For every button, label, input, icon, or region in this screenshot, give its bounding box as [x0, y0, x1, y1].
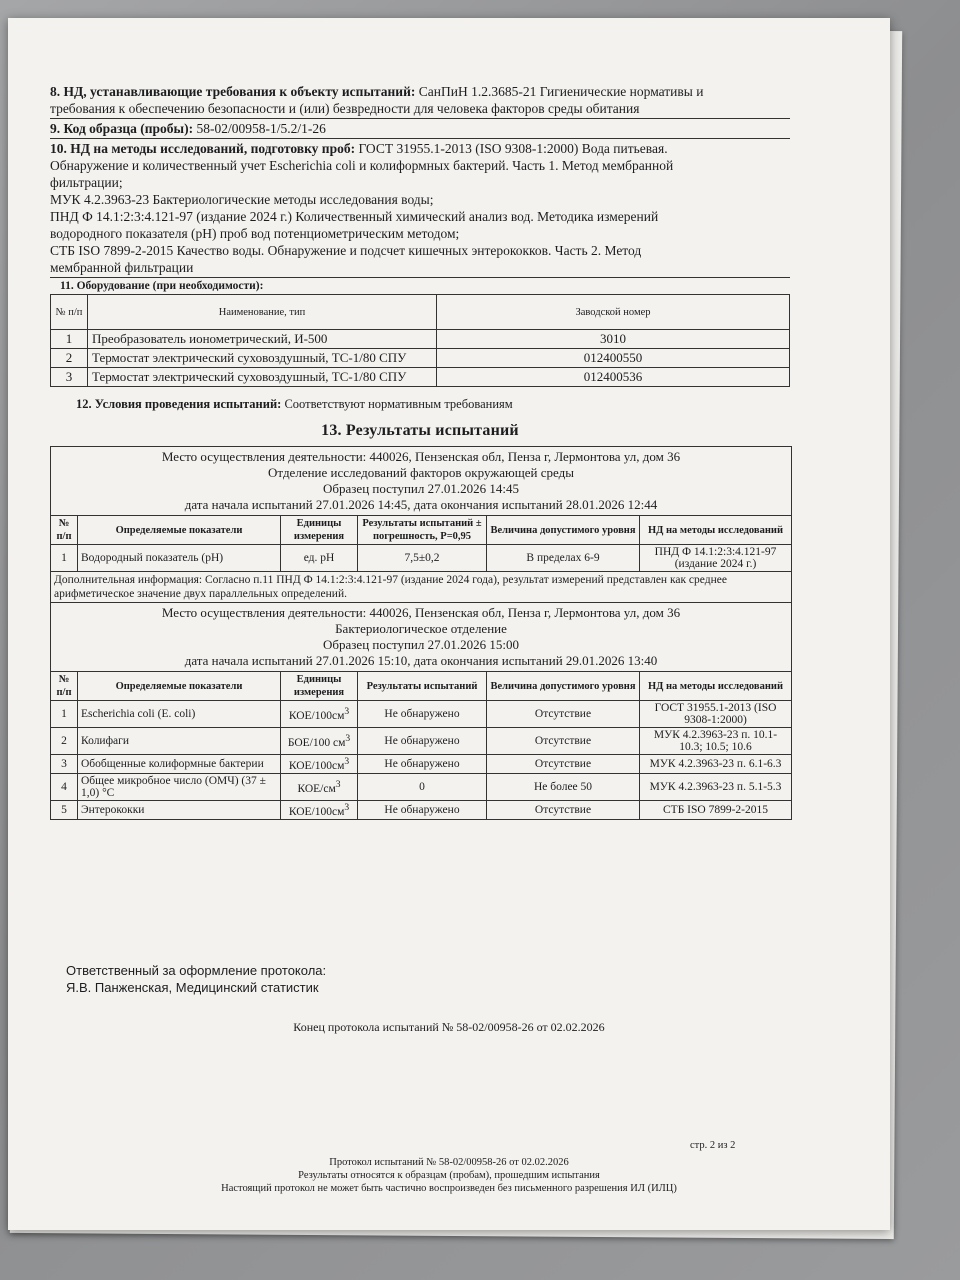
- col-method: НД на методы исследований: [640, 672, 792, 701]
- section-12-value: Соответствуют нормативным требованиям: [281, 397, 513, 411]
- section-9: [50, 119, 790, 139]
- equipment-number: 3: [51, 368, 88, 387]
- col-method: НД на методы исследований: [640, 516, 792, 545]
- table-row: [51, 728, 792, 755]
- protocol-page: [8, 18, 890, 1230]
- equipment-name: Преобразователь ионометрический, И-500: [88, 330, 437, 349]
- table-row: [51, 701, 792, 728]
- limit-value: Отсутствие: [487, 728, 640, 755]
- section-10-line: ГОСТ 31955.1-2013 (ISO 9308-1:2000) Вода питьевая.: [355, 141, 668, 156]
- col-number: № п/п: [51, 672, 78, 701]
- row-number: 2: [51, 728, 78, 755]
- section-10-line: Обнаружение и количественный учет Escherichia coli и колиформных бактерий. Часть 1. Метод мембранной: [50, 158, 674, 173]
- parameter-name: Энтерококки: [78, 800, 281, 819]
- page-number: стр. 2 из 2: [690, 1140, 736, 1151]
- limit-value: Отсутствие: [487, 701, 640, 728]
- results-header-row: [51, 516, 792, 545]
- responsible-name: Я.В. Панженская, Медицинский статистик: [66, 980, 319, 995]
- section-10-line: МУК 4.2.3963-23 Бактериологические методы исследования воды;: [50, 192, 434, 207]
- table-row: [51, 755, 792, 774]
- col-parameter: Определяемые показатели: [78, 672, 281, 701]
- table-row: [51, 368, 790, 387]
- col-unit: Единицы измерения: [281, 672, 358, 701]
- equipment-number: 1: [51, 330, 88, 349]
- section-12: [76, 397, 790, 412]
- department-name: Бактериологическое отделение: [335, 621, 507, 636]
- footer-line: Результаты относятся к образцам (пробам), прошедшим испытания: [298, 1170, 600, 1181]
- equipment-col-number: № п/п: [51, 295, 88, 330]
- unit: КОЕ/$100см^3$: [281, 755, 358, 774]
- limit-value: Отсутствие: [487, 755, 640, 774]
- unit: КОЕ/$см^3$: [281, 773, 358, 800]
- equipment-col-serial: Заводской номер: [437, 295, 790, 330]
- parameter-name: Колифаги: [78, 728, 281, 755]
- section-8-label: 8. НД, устанавливающие требования к объекту испытаний:: [50, 84, 416, 99]
- row-number: 1: [51, 545, 78, 572]
- section-9-label: 9. Код образца (пробы):: [50, 121, 194, 136]
- equipment-serial: 012400536: [437, 368, 790, 387]
- sample-received: Образец поступил 27.01.2026 15:00: [323, 637, 519, 652]
- col-limit: Величина допустимого уровня: [487, 672, 640, 701]
- test-dates: дата начала испытаний 27.01.2026 14:45, дата окончания испытаний 28.01.2026 12:44: [184, 497, 658, 512]
- equipment-name: Термостат электрический суховоздушный, ТС-1/80 СПУ: [88, 368, 437, 387]
- page-footer: [8, 1156, 890, 1195]
- section-8-value-cont: требования к обеспечению безопасности и (или) безвредности для человека факторов среды обитания: [50, 101, 640, 116]
- row-number: 4: [51, 773, 78, 800]
- section-12-label: 12. Условия проведения испытаний:: [76, 397, 282, 411]
- result-value: 0: [358, 773, 487, 800]
- equipment-number: 2: [51, 349, 88, 368]
- section-10-line: СТБ ISO 7899-2-2015 Качество воды. Обнаружение и подсчет кишечных энтерококков. Часть 2. Метод: [50, 243, 642, 258]
- sample-code: 58-02/00958-1/5.2/1-26: [193, 121, 326, 136]
- method-reference: ПНД Ф 14.1:2:3:4.121-97 (издание 2024 г.): [640, 545, 792, 572]
- sample-received: Образец поступил 27.01.2026 14:45: [323, 481, 519, 496]
- responsible-person: [66, 962, 326, 996]
- result-value: Не обнаружено: [358, 728, 487, 755]
- equipment-serial: 3010: [437, 330, 790, 349]
- method-reference: МУК 4.2.3963-23 п. 5.1-5.3: [640, 773, 792, 800]
- col-limit: Величина допустимого уровня: [487, 516, 640, 545]
- equipment-col-name: Наименование, тип: [88, 295, 437, 330]
- col-result: Результаты испытаний ± погрешность, Р=0,95: [358, 516, 487, 545]
- test-dates: дата начала испытаний 27.01.2026 15:10, дата окончания испытаний 29.01.2026 13:40: [184, 653, 658, 668]
- method-reference: МУК 4.2.3963-23 п. 10.1-10.3; 10.5; 10.6: [640, 728, 792, 755]
- method-reference: МУК 4.2.3963-23 п. 6.1-6.3: [640, 755, 792, 774]
- section-10-line: водородного показателя (pH) проб вод потенциометрическим методом;: [50, 226, 460, 241]
- section-11-label: 11. Оборудование (при необходимости):: [60, 280, 264, 292]
- protocol-end-note: Конец протокола испытаний № 58-02/00958-26 от 02.02.2026: [293, 1020, 605, 1034]
- col-number: № п/п: [51, 516, 78, 545]
- col-unit: Единицы измерения: [281, 516, 358, 545]
- result-value: Не обнаружено: [358, 755, 487, 774]
- section-10-line: мембранной фильтрации: [50, 260, 194, 275]
- table-row: [51, 800, 792, 819]
- section-8-value: СанПиН 1.2.3685-21 Гигиенические нормативы и: [415, 84, 704, 99]
- table-row: [51, 545, 792, 572]
- results-header-block-2: [51, 603, 792, 672]
- col-result: Результаты испытаний: [358, 672, 487, 701]
- section-8: [50, 82, 790, 119]
- results-header-block-1: [51, 447, 792, 516]
- section-10: [50, 139, 790, 278]
- responsible-label: Ответственный за оформление протокола:: [66, 963, 327, 978]
- table-row: [51, 773, 792, 800]
- additional-info: Дополнительная информация: Согласно п.11 ПНД Ф 14.1:2:3:4.121-97 (издание 2024 года), результат измерений представлен как среднее арифметическое значение двух параллельных определений.: [51, 572, 792, 603]
- section-10-line: фильтрации;: [50, 175, 123, 190]
- parameter-name: Escherichia coli (E. coli): [78, 701, 281, 728]
- equipment-header-row: [51, 295, 790, 330]
- results-title: 13. Результаты испытаний: [321, 422, 519, 439]
- method-reference: ГОСТ 31955.1-2013 (ISO 9308-1:2000): [640, 701, 792, 728]
- unit: КОЕ/$100см^3$: [281, 800, 358, 819]
- equipment-table: [50, 294, 790, 387]
- result-value: 7,5±0,2: [358, 545, 487, 572]
- results-header-row: [51, 672, 792, 701]
- col-parameter: Определяемые показатели: [78, 516, 281, 545]
- activity-place: Место осуществления деятельности: 440026, Пензенская обл, Пенза г, Лермонтова ул, дом 36: [161, 449, 681, 464]
- footer-line: Протокол испытаний № 58-02/00958-26 от 02.02.2026: [329, 1157, 569, 1168]
- row-number: 1: [51, 701, 78, 728]
- unit: КОЕ/$100см^3$: [281, 701, 358, 728]
- row-number: 5: [51, 800, 78, 819]
- activity-place: Место осуществления деятельности: 440026, Пензенская обл, Пенза г, Лермонтова ул, дом 36: [161, 605, 681, 620]
- result-value: Не обнаружено: [358, 701, 487, 728]
- section-10-label: 10. НД на методы исследований, подготовку проб:: [50, 141, 356, 156]
- parameter-name: Водородный показатель (pH): [78, 545, 281, 572]
- result-value: Не обнаружено: [358, 800, 487, 819]
- equipment-name: Термостат электрический суховоздушный, ТС-1/80 СПУ: [88, 349, 437, 368]
- unit: БОЕ/100 $см^3$: [281, 728, 358, 755]
- parameter-name: Обобщенные колиформные бактерии: [78, 755, 281, 774]
- method-reference: СТБ ISO 7899-2-2015: [640, 800, 792, 819]
- equipment-serial: 012400550: [437, 349, 790, 368]
- limit-value: Не более 50: [487, 773, 640, 800]
- section-10-line: ПНД Ф 14.1:2:3:4.121-97 (издание 2024 г.) Количественный химический анализ вод. Методика измерений: [50, 209, 659, 224]
- row-number: 3: [51, 755, 78, 774]
- parameter-name: Общее микробное число (ОМЧ) (37 ± 1,0) °С: [78, 773, 281, 800]
- limit-value: Отсутствие: [487, 800, 640, 819]
- unit: ед. pH: [281, 545, 358, 572]
- table-row: [51, 349, 790, 368]
- protocol-content: [50, 82, 790, 820]
- department-name: Отделение исследований факторов окружающей среды: [268, 465, 574, 480]
- results-table-chemistry: [50, 446, 792, 820]
- footer-line: Настоящий протокол не может быть частично воспроизведен без письменного разрешения ИЛ (ИЛЦ): [221, 1183, 677, 1194]
- table-row: [51, 330, 790, 349]
- limit-value: В пределах 6-9: [487, 545, 640, 572]
